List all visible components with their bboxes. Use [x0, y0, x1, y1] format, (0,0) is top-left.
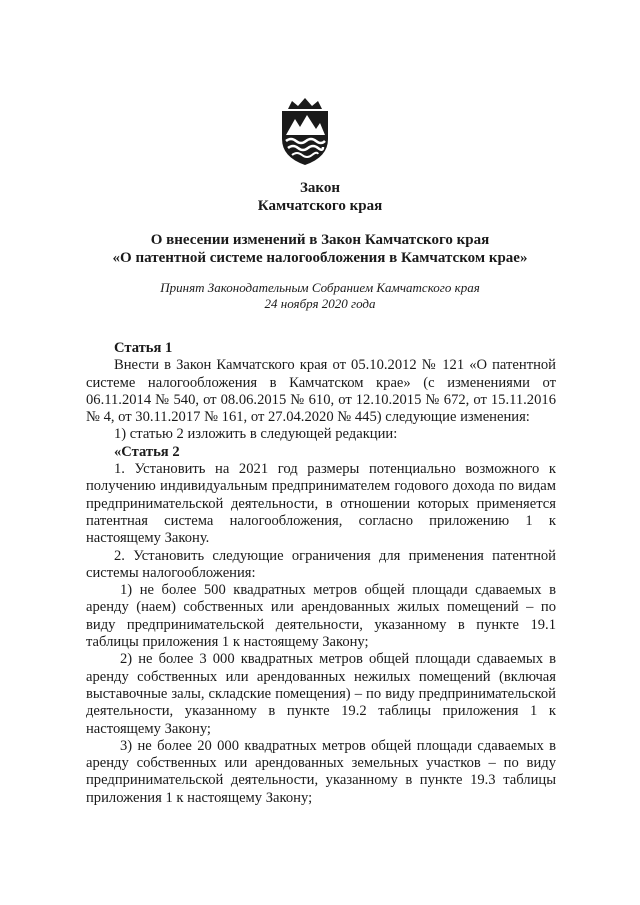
list-item: 3) не более 20 000 квадратных метров общей площади сдаваемых в аренду собственных или арендованных земельных участков – по виду предпринимательской деятельности, указанному в пункте 19.3 таблицы приложения 1 к настоящему Закону; [86, 737, 556, 806]
document-body [86, 340, 556, 807]
list-item: 2) не более 3 000 квадратных метров общей площади сдаваемых в аренду собственных или арендованных нежилых помещений (включая выставочные залы, складские помещения) – по виду предпринимательской деятельности, указанному в пункте 19.2 таблицы приложения 1 к настоящему Закону; [86, 651, 556, 737]
kamchatka-coat-of-arms-icon [276, 95, 334, 167]
paragraph: 1. Установить на 2021 год размеры потенциально возможного к получению индивидуальным предпринимателем годового дохода по видам предпринимательской деятельности, в отношении которых применяется патентная система налогообложения, согласно приложению 1 к настоящему Закону. [86, 461, 556, 547]
law-subtitle-line1: О внесении изменений в Закон Камчатского края [150, 232, 490, 248]
article-intro: Внести в Закон Камчатского края от 05.10.2012 № 121 «О патентной системе налогообложения в Камчатском крае» (с изменениями от 06.11.2014 № 540, от 08.06.2015 № 610, от 12.10.2015 № 672, от 15.11.2016 № 4, от 30.11.2017 № 161, от 27.04.2020 № 445) следующие изменения: [86, 357, 556, 426]
list-item: 1) не более 500 квадратных метров общей площади сдаваемых в аренду (наем) собственных или арендованных жилых помещений – по виду предпринимательской деятельности, указанному в пункте 19.1 таблицы приложения 1 к настоящему Закону; [86, 582, 556, 651]
paragraph: 2. Установить следующие ограничения для применения патентной системы налогообложения: [86, 547, 556, 581]
list-item: 1) статью 2 изложить в следующей редакции: [114, 426, 398, 443]
law-region: Камчатского края [257, 198, 383, 214]
adopted-by: Принят Законодательным Собранием Камчатского края [160, 280, 480, 295]
article-heading: Статья 1 [114, 340, 173, 356]
law-title: Закон [299, 180, 340, 196]
quoted-article-heading: «Статья 2 [114, 443, 180, 460]
law-subtitle-line2: «О патентной системе налогообложения в Камчатском крае» [112, 250, 528, 266]
adopted-date: 24 ноября 2020 года [264, 296, 376, 311]
